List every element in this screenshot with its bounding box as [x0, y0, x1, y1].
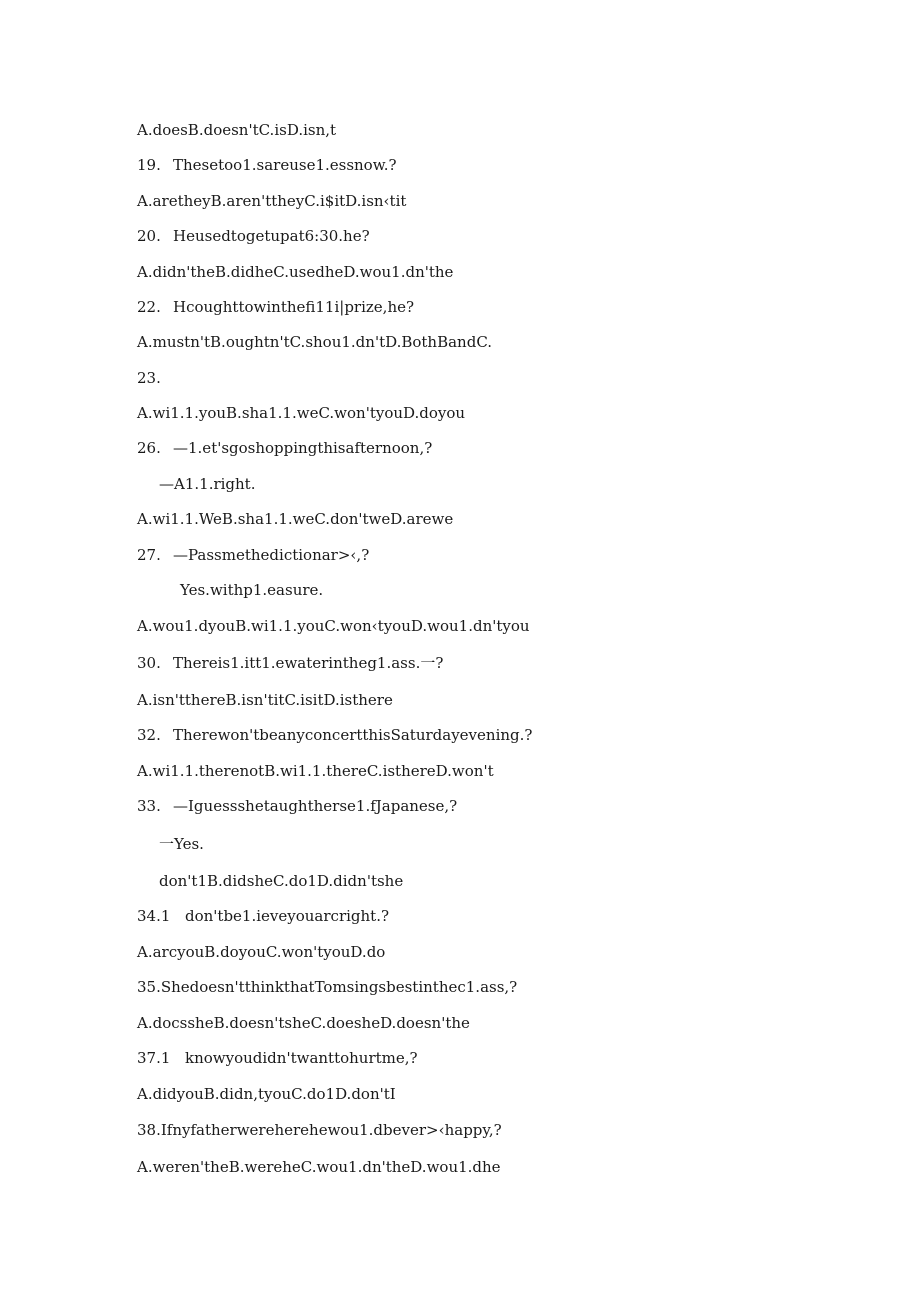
question-number: 37.1: [137, 1049, 171, 1067]
line-text: —Iguessshetaughtherse1.fJapanese,?: [173, 797, 458, 815]
question-line: [137, 297, 414, 317]
text-line: [137, 977, 517, 997]
line-text: A.wi1.1.WeB.sha1.1.weC.don'tweD.arewe: [137, 510, 454, 528]
question-number: 23.: [137, 369, 161, 387]
line-text: A.isn'tthereB.isn'titC.isitD.isthere: [137, 691, 393, 709]
line-text: knowyoudidn'twanttohurtme,?: [185, 1049, 418, 1067]
line-text: Heusedtogetupat6:30.he?: [173, 227, 370, 245]
line-text: 一Yes.: [159, 835, 204, 853]
question-line: [137, 725, 532, 745]
line-text: don't1B.didsheC.do1D.didn'tshe: [159, 872, 404, 890]
question-line: [137, 1048, 418, 1068]
question-line: [137, 226, 370, 246]
text-line: [137, 1084, 396, 1104]
line-text: A.arcyouB.doyouC.won'tyouD.do: [137, 943, 386, 961]
question-number: 30.: [137, 654, 161, 672]
question-number: 34.1: [137, 907, 171, 925]
line-text: A.docssheB.doesn'tsheC.doesheD.doesn'the: [137, 1014, 470, 1032]
text-line: [137, 191, 406, 211]
line-text: 35.Shedoesn'tthinkthatTomsingsbestinthec1.ass,?: [137, 978, 518, 996]
line-text: A.wou1.dyouB.wi1.1.youC.won‹tyouD.wou1.dn'tyou: [137, 617, 530, 635]
question-number: 32.: [137, 726, 161, 744]
line-text: A.didyouB.didn,tyouC.do1D.don'tI: [137, 1085, 396, 1103]
question-line: [137, 906, 389, 926]
text-line: [159, 834, 204, 854]
line-text: 38.Ifnyfatherwereherehewou1.dbever>‹happy,?: [137, 1121, 502, 1139]
text-line: [137, 1013, 470, 1033]
text-line: [137, 509, 453, 529]
line-text: Hcoughttowinthefi11i|prize,he?: [173, 298, 415, 316]
text-line: [137, 761, 494, 781]
text-line: [137, 403, 465, 423]
text-line: [159, 474, 255, 494]
question-number: 26.: [137, 439, 161, 457]
question-number: 33.: [137, 797, 161, 815]
question-line: [137, 545, 369, 565]
line-text: A.mustn'tB.oughtn'tC.shou1.dn'tD.BothBandC.: [137, 333, 493, 351]
line-text: Thesetoo1.sareuse1.essnow.?: [173, 156, 397, 174]
text-line: [137, 332, 492, 352]
line-text: A.aretheyB.aren'ttheyC.i$itD.isn‹tit: [137, 192, 407, 210]
line-text: A.wi1.1.youB.sha1.1.weC.won'tyouD.doyou: [137, 404, 466, 422]
question-number: 19.: [137, 156, 161, 174]
text-line: [137, 120, 336, 140]
question-number: 20.: [137, 227, 161, 245]
text-line: [137, 1157, 501, 1177]
text-line: [137, 942, 385, 962]
line-text: Thereis1.itt1.ewaterintheg1.ass.一?: [173, 654, 444, 672]
line-text: A.weren'theB.wereheC.wou1.dn'theD.wou1.dhe: [137, 1158, 501, 1176]
line-text: A.wi1.1.therenotB.wi1.1.thereC.isthereD.won't: [137, 762, 494, 780]
line-text: Therewon'tbeanyconcertthisSaturdayevening.?: [173, 726, 533, 744]
question-line: [137, 155, 397, 175]
text-line: [180, 580, 323, 600]
text-line: [137, 616, 530, 636]
text-line: [137, 262, 453, 282]
question-line: [137, 368, 173, 388]
line-text: —A1.1.right.: [159, 475, 256, 493]
question-line: [137, 438, 432, 458]
line-text: —Passmethedictionar>‹,?: [173, 546, 370, 564]
line-text: Yes.withp1.easure.: [180, 581, 324, 599]
question-number: 22.: [137, 298, 161, 316]
text-line: [159, 871, 403, 891]
question-number: 27.: [137, 546, 161, 564]
line-text: —1.et'sgoshoppingthisafternoon,?: [173, 439, 433, 457]
text-line: [137, 1120, 502, 1140]
line-text: don'tbe1.ieveyouarcright.?: [185, 907, 390, 925]
line-text: A.doesB.doesn'tC.isD.isn,t: [137, 121, 337, 139]
question-line: [137, 796, 457, 816]
text-line: [137, 690, 393, 710]
question-line: [137, 653, 443, 673]
line-text: A.didn'theB.didheC.usedheD.wou1.dn'the: [137, 263, 454, 281]
